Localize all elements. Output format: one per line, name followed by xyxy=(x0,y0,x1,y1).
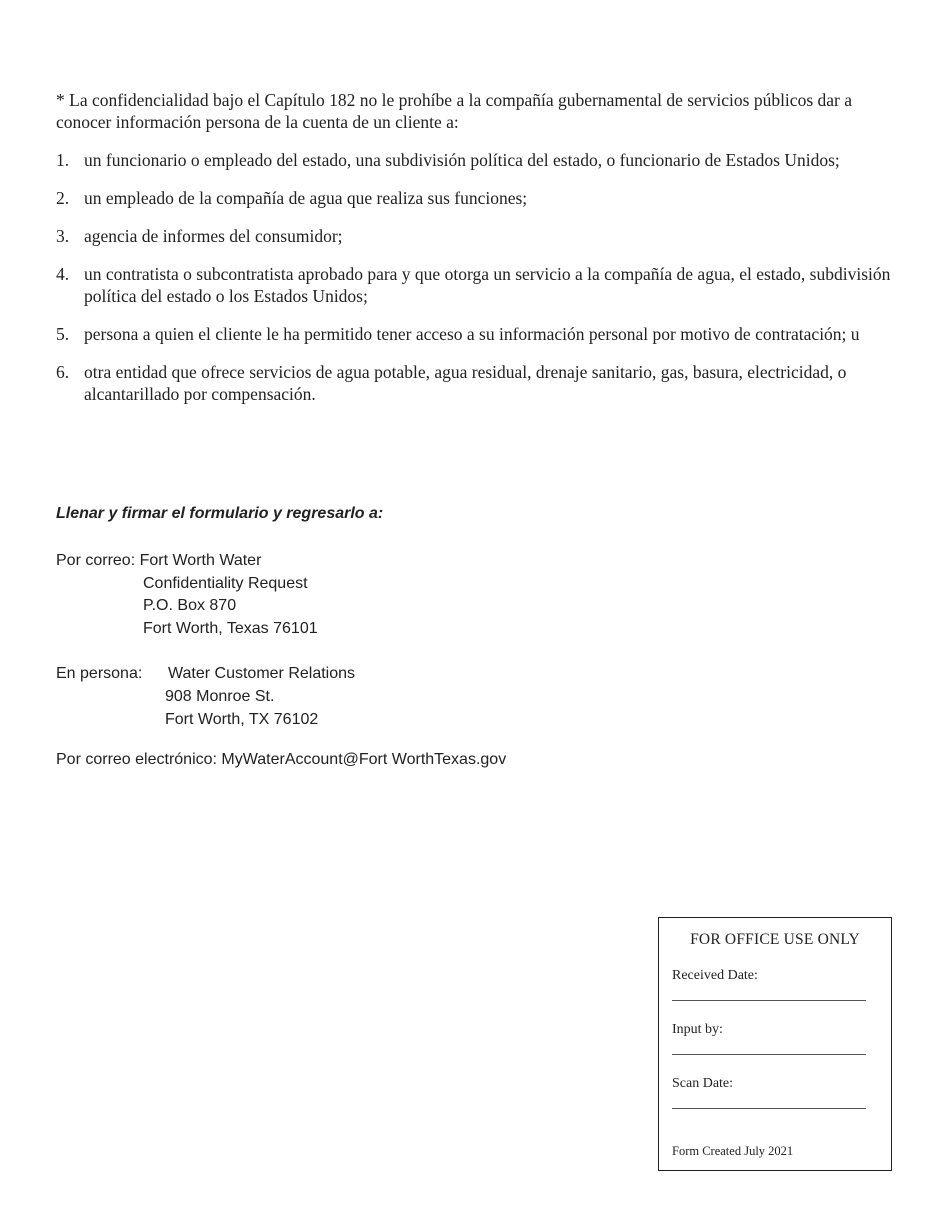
email-contact xyxy=(56,751,506,769)
list-item-number: 5. xyxy=(56,324,70,344)
in-person-line-2: 908 Monroe St. xyxy=(165,688,275,705)
list-item-text: otra entidad que ofrece servicios de agua potable, agua residual, drenaje sanitario, gas, basura, electricidad, o alcantarillado por compensación. xyxy=(84,362,847,404)
list-item-number: 2. xyxy=(56,188,70,208)
list-item-text: un contratista o subcontratista aprobado para y que otorga un servicio a la compañía de agua, el estado, subdivisión política del estado o los Estados Unidos; xyxy=(84,264,891,306)
mail-line-3: P.O. Box 870 xyxy=(143,597,237,614)
scan-date-line[interactable] xyxy=(672,1108,866,1109)
list-item-text: agencia de informes del consumidor; xyxy=(84,226,343,246)
in-person-line-3: Fort Worth, TX 76102 xyxy=(165,711,319,728)
in-person-line-1: Water Customer Relations xyxy=(168,665,356,682)
list-item xyxy=(56,149,896,171)
list-item xyxy=(56,361,896,405)
received-date-label: Received Date: xyxy=(672,968,758,983)
mail-line-4: Fort Worth, Texas 76101 xyxy=(143,619,318,637)
list-item xyxy=(56,263,896,307)
email-address-link[interactable]: MyWaterAccount@Fort WorthTexas.gov xyxy=(221,751,507,768)
list-item xyxy=(56,225,896,247)
mail-line-1: Fort Worth Water xyxy=(139,552,262,569)
office-use-title: FOR OFFICE USE ONLY xyxy=(690,931,860,948)
input-by-label: Input by: xyxy=(672,1022,723,1037)
list-item-text: un funcionario o empleado del estado, una subdivisión política del estado, o funcionario de Estados Unidos; xyxy=(84,150,840,170)
in-person-label: En persona: xyxy=(56,665,143,682)
list-item-text: un empleado de la compañía de agua que realiza sus funciones; xyxy=(84,188,528,208)
office-use-box xyxy=(658,917,892,1171)
input-by-line[interactable] xyxy=(672,1054,866,1055)
in-person-address-block xyxy=(56,662,355,731)
list-item xyxy=(56,323,896,345)
list-item-number: 4. xyxy=(56,264,70,284)
return-instructions-heading: Llenar y firmar el formulario y regresarlo a: xyxy=(56,505,384,522)
list-item-number: 6. xyxy=(56,362,70,382)
disclosure-list xyxy=(56,149,896,421)
mail-line-2: Confidentiality Request xyxy=(143,574,308,592)
scan-date-label: Scan Date: xyxy=(672,1076,734,1091)
mail-address-block xyxy=(56,550,318,640)
list-item xyxy=(56,187,896,209)
confidentiality-intro: * La confidencialidad bajo el Capítulo 182 no le prohíbe a la compañía gubernamental de servicios públicos dar a conocer información persona de la cuenta de un cliente a: xyxy=(56,90,852,132)
list-item-number: 3. xyxy=(56,226,70,246)
list-item-number: 1. xyxy=(56,150,70,170)
email-label: Por correo electrónico: xyxy=(56,751,217,768)
mail-label: Por correo: xyxy=(56,552,136,569)
received-date-line[interactable] xyxy=(672,1000,866,1001)
form-created-note: Form Created July 2021 xyxy=(672,1144,794,1158)
list-item-text: persona a quien el cliente le ha permitido tener acceso a su información personal por motivo de contratación; u xyxy=(84,324,860,344)
